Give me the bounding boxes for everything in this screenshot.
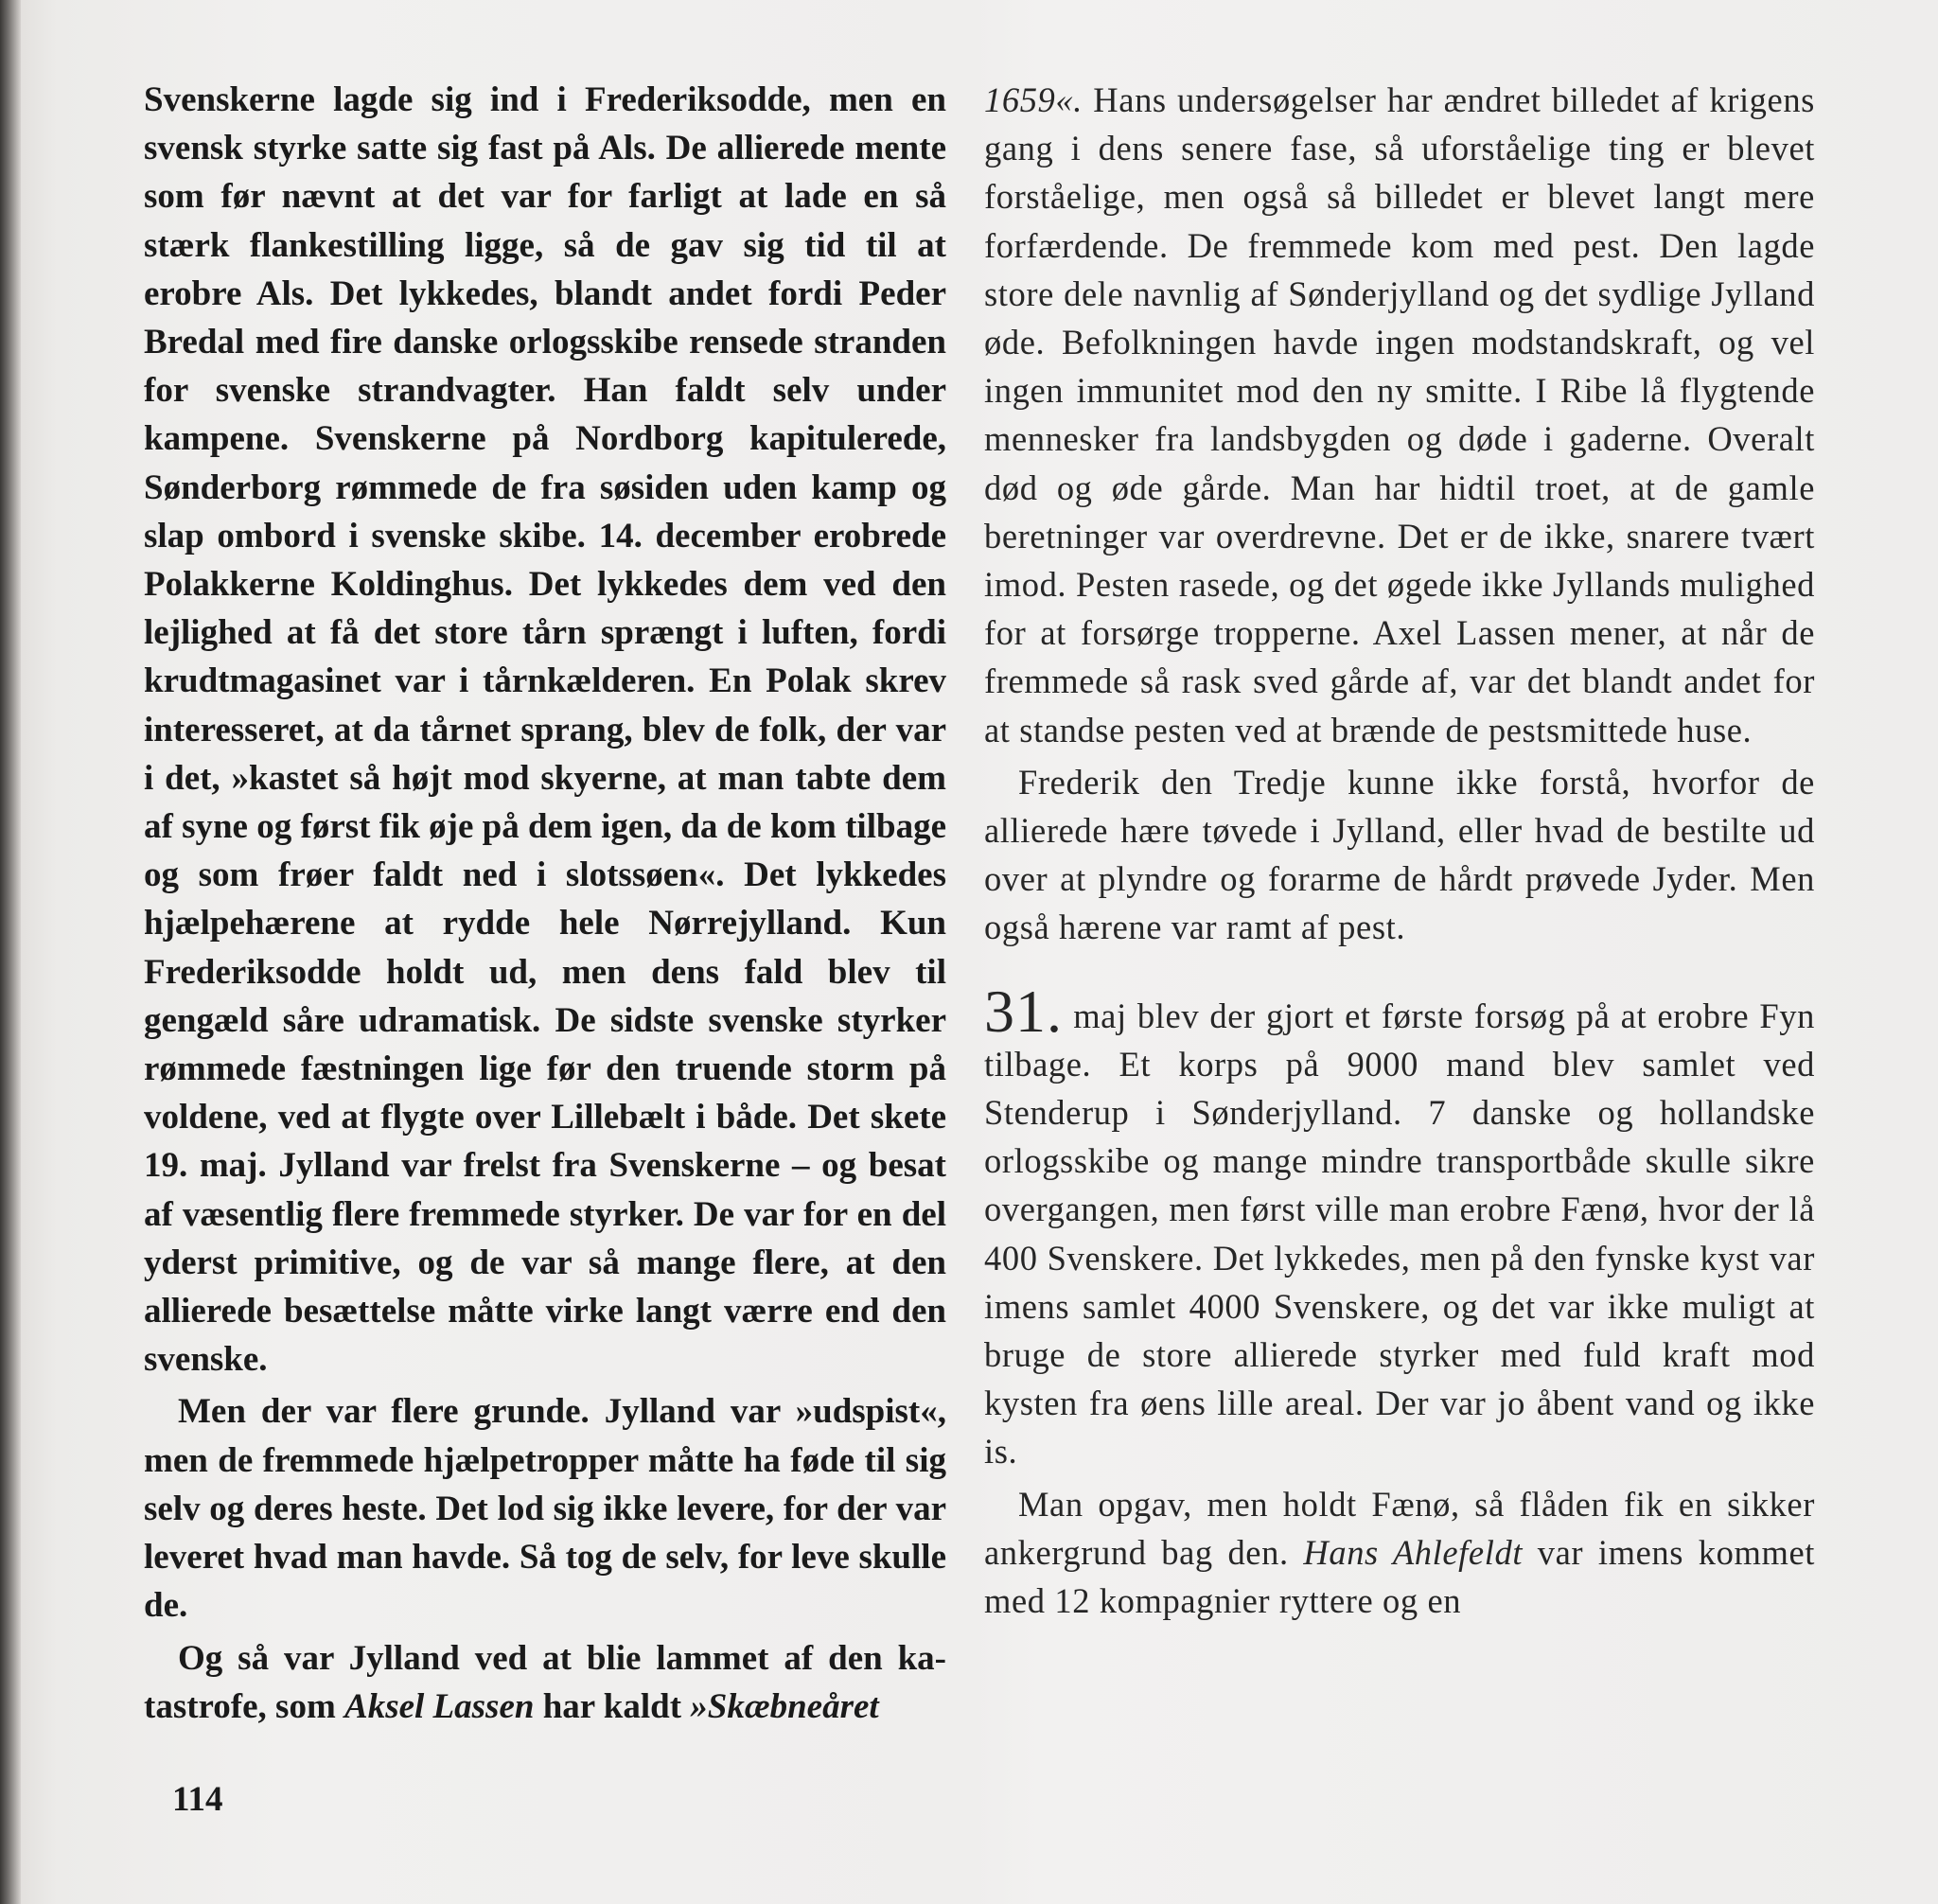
section-paragraph [984, 977, 1815, 1476]
page-number: 114 [172, 1780, 223, 1819]
paragraph-text: Hans undersøgelser har ændret billedet af krigens gang i dens senere fase, så uforståelige ting er blevet forståelige, men også så billedet er blevet langt mere forfærdende. De fremmede kom med pest. Den lagde store dele navnlig af Sønderjylland og det sydlige Jylland øde. Befolkningen havde ingen modstandskraft, og vel ingen immunitet mod den ny smitte. I Ribe lå flygtende mennesker fra landsbygden og døde i gaderne. Overalt død og øde gårde. Man har hidtil troet, at de gamle beretninger var overdrevne. Det er de ikke, snarere tvært imod. Pesten rasede, og det øgede ikke Jyllands mulighed for at forsørge tropperne. Axel Lassen mener, at når de fremmede så rask sved gårde af, var det blandt andet for at standse pesten ved at brænde de pestsmittede huse. [984, 80, 1815, 749]
paragraph [144, 1634, 946, 1731]
paragraph [984, 76, 1815, 754]
paragraph-text: maj blev der gjort et første forsøg på at erobre Fyn tilbage. Et korps på 9000 mand blev samlet ved Stenderup i Sønderjylland. 7 danske og hollandske orlogsskibe og mange mindre transportbåde skulle sikre overgangen, men først ville man erobre Fænø, hvor der lå 400 Svenskere. Det lykkedes, men på den fynske kyst var imens samlet 4000 Svenskere, og det var ikke muligt at bruge de store allierede styrker med fuld kraft mod kysten fra øens lille areal. Der var jo åbent vand og ikke is. [984, 996, 1815, 1472]
book-title: 1659«. [984, 80, 1083, 119]
section-initial-number: 31. [984, 977, 1063, 1045]
paragraph: Svenskerne lagde sig ind i Frederiksodde, men en svensk styrke satte sig fast på Als. De allierede mente som før nævnt at det var for farligt at lade en så stærk flankestilling ligge, så de gav sig tid til at erobre Als. Det lykkedes, blandt andet fordi Peder Bredal med fire danske orlogsskibe rensede stranden for svenske strandvagter. Han faldt selv under kampene. Svenskerne på Nordborg kapitulerede, Sønderborg rømmede de fra søsiden uden kamp og slap ombord i svenske skibe. 14. december erobrede Polakkerne Koldinghus. Det lykkedes dem ved den lejlighed at få det store tårn sprængt i luften, fordi krudtmagasinet var i tårnkælderen. En Polak skrev interesseret, at da tårnet sprang, blev de folk, der var i det, »kastet så højt mod skyerne, at man tabte dem af syne og først fik øje på dem igen, da de kom tilbage og som frøer faldt ned i slotssøen«. Det lykkedes hjælpehærene at rydde hele Nørrejylland. Kun Frederiksodde holdt ud, men dens fald blev til gengæld såre udramatisk. De sidste svenske styrker rømmede fæstningen lige før den truende storm på voldene, ved at flygte over Lillebælt i både. Det skete 19. maj. Jylland var frelst fra Svenskerne – og besat af væsentlig flere fremmede styrker. De var for en del yderst primitive, og de var så mange flere, at den allierede besættelse måtte virke langt værre end den svenske. [144, 80, 946, 1380]
left-text-column [144, 76, 946, 1731]
right-text-column [984, 76, 1815, 1625]
book-spine [0, 0, 21, 1904]
person-name: Aksel Lassen [344, 1686, 535, 1726]
paragraph: Frederik den Tredje kunne ikke forstå, hvorfor de allierede hære tøvede i Jylland, eller hvad de bestilte ud over at plyndre og forarme de hårdt prøvede Jyder. Men også hærene var ramt af pest. [984, 762, 1815, 947]
paragraph: Men der var flere grunde. Jylland var »udspist«, men de fremmede hjælpetropper måtte ha føde til sig selv og deres heste. Det lod sig ikke levere, for der var leveret hvad man havde. Så tog de selv, for leve skulle de. [144, 1392, 946, 1626]
paragraph-text: Man opgav, men holdt Fænø, så flåden fik en sikker ankergrund bag den. [984, 1484, 1815, 1572]
paragraph [984, 1480, 1815, 1626]
book-title: »Skæbneåret [690, 1686, 879, 1726]
paragraph-text: var imens kommet med 12 kompagnier ryttere og en [984, 1532, 1815, 1621]
paragraph-text: Og så var Jylland ved at blie lammet af den katastrofe, som [144, 1638, 946, 1726]
paragraph-text: har kaldt [534, 1686, 691, 1726]
person-name: Hans Ahlefeldt [1303, 1532, 1524, 1572]
